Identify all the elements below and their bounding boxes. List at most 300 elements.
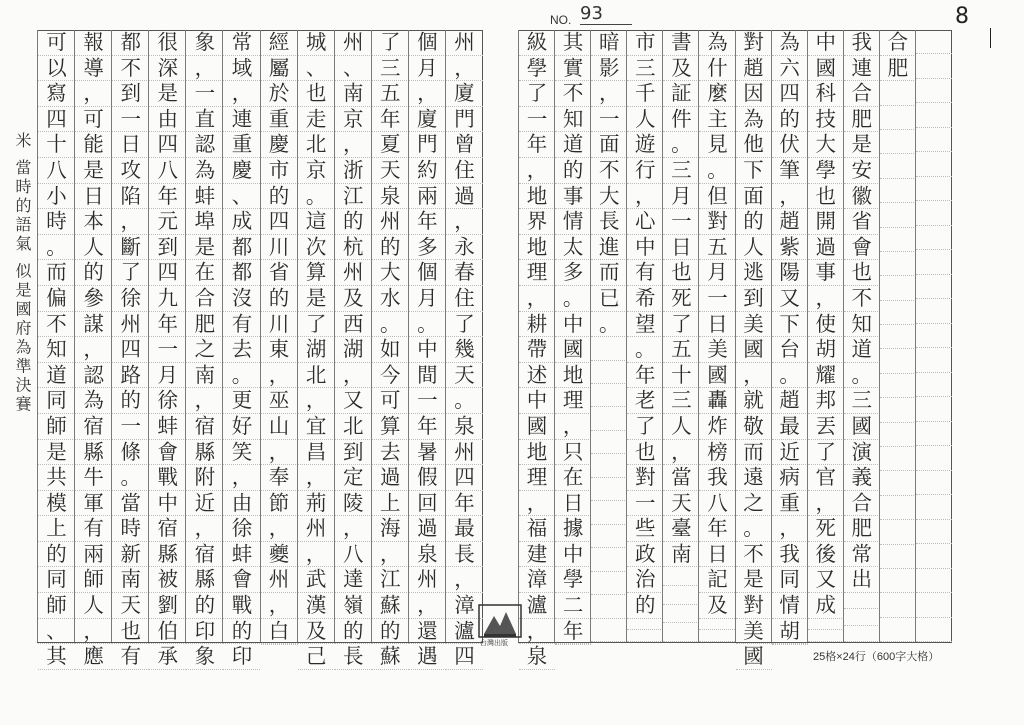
right-page-cell: 長: [591, 209, 627, 235]
left-page-cell: 也: [112, 619, 149, 645]
right-page-cell: 又: [772, 286, 808, 312]
left-page-cell: 本: [75, 209, 112, 235]
left-page-cell: 能: [75, 132, 112, 158]
left-page-cell: 宿: [186, 542, 223, 568]
left-page-cell: 象: [186, 644, 223, 670]
left-page-cell: 縣: [149, 542, 186, 568]
right-page-cell: 希: [627, 286, 663, 312]
left-page-cell: 。: [38, 235, 75, 261]
right-page-cell: ，: [736, 363, 772, 389]
left-page-cell: 京: [298, 158, 335, 184]
right-page-cell: [916, 348, 952, 372]
right-page-cell: 福: [519, 516, 555, 542]
right-page-cell: 暗: [591, 30, 627, 56]
left-page-cell: 而: [38, 260, 75, 286]
right-page-cell: ，: [519, 286, 555, 312]
right-page-cell: 五: [699, 235, 735, 261]
right-page-cell: [916, 422, 952, 446]
right-page-cell: 人: [663, 414, 699, 440]
left-page-cell: 時: [38, 209, 75, 235]
left-page-cell: 笑: [223, 440, 260, 466]
right-page-cell: 肥: [844, 516, 880, 542]
right-page-cell: 對: [699, 209, 735, 235]
right-page-cell: 國: [736, 337, 772, 363]
left-page-cell: 到: [112, 81, 149, 107]
left-page-cell: 參: [75, 286, 112, 312]
right-page-cell: 實: [555, 56, 591, 82]
left-page-cell: 了: [112, 260, 149, 286]
right-page-cell: 太: [555, 235, 591, 261]
right-page-cell: 件: [663, 107, 699, 133]
right-page-cell: 美: [699, 337, 735, 363]
right-page-cell: 國: [519, 414, 555, 440]
left-page-cell: 天: [372, 158, 409, 184]
right-page-cell: [916, 30, 952, 54]
right-page-cell: 行: [627, 158, 663, 184]
left-page-cell: 其: [38, 644, 75, 670]
right-page-cell: [880, 276, 916, 300]
right-page-cell: [591, 572, 627, 595]
right-page-cell: 八: [699, 491, 735, 517]
right-page-cell: [591, 407, 627, 430]
left-page-cell: 三: [372, 56, 409, 82]
left-page-cell: 泉: [446, 414, 483, 440]
left-page-cell: 人: [75, 593, 112, 619]
right-page-cell: [880, 471, 916, 495]
left-page-cell: 縣: [186, 567, 223, 593]
right-page-cell: 市: [627, 30, 663, 56]
left-page-cell: 新: [112, 542, 149, 568]
right-page-cell: 情: [555, 209, 591, 235]
left-page-cell: 京: [335, 107, 372, 133]
left-page-cell: 印: [186, 619, 223, 645]
left-page-cell: 四: [261, 209, 298, 235]
right-page-cell: 面: [591, 132, 627, 158]
right-page-cell: 趙: [736, 56, 772, 82]
left-page-cell: ，: [372, 542, 409, 568]
right-page-cell: 書: [663, 30, 699, 56]
left-page-cell: 蚌: [186, 184, 223, 210]
left-page-cell: 小: [38, 184, 75, 210]
right-page-cell: 什: [699, 56, 735, 82]
left-page-cell: 個: [409, 30, 446, 56]
right-page-cell: [627, 630, 663, 642]
right-page-cell: 理: [519, 260, 555, 286]
left-page-cell: [261, 644, 298, 645]
left-page-cell: 更: [223, 388, 260, 414]
right-page-cell: 瀘: [519, 593, 555, 619]
left-page-cell: 上: [38, 516, 75, 542]
left-page-cell: 四: [446, 644, 483, 670]
right-page-cell: 對: [736, 30, 772, 56]
right-page-cell: 紫: [772, 235, 808, 261]
right-page-cell: 據: [555, 516, 591, 542]
left-page-cell: 天: [446, 363, 483, 389]
right-page-cell: 肥: [880, 56, 916, 82]
right-page-cell: 。: [555, 286, 591, 312]
left-page-cell: 江: [372, 567, 409, 593]
right-page-cell: [916, 397, 952, 421]
right-page-cell: 了: [519, 81, 555, 107]
left-page-cell: 到: [335, 440, 372, 466]
right-page-cell: 也: [663, 260, 699, 286]
left-page-cell: 八: [38, 158, 75, 184]
left-page-cell: 湖: [298, 337, 335, 363]
left-page-cell: 約: [409, 158, 446, 184]
left-page-cell: 住: [446, 286, 483, 312]
left-page-cell: 慶: [223, 158, 260, 184]
left-page-cell: 去: [372, 440, 409, 466]
right-page-cell: 理: [519, 465, 555, 491]
right-page-cell: 述: [519, 363, 555, 389]
right-page-cell: 及: [699, 593, 735, 619]
right-page-cell: 了: [808, 440, 844, 466]
left-page-cell: 道: [38, 363, 75, 389]
left-page-cell: 四: [149, 132, 186, 158]
right-page-cell: [916, 569, 952, 593]
left-page-cell: 州: [335, 260, 372, 286]
left-page-cell: 為: [186, 158, 223, 184]
right-page-cell: [880, 228, 916, 252]
left-page-cell: 日: [112, 132, 149, 158]
right-page-cell: 只: [555, 440, 591, 466]
right-page-cell: ，: [808, 286, 844, 312]
left-page-cell: 達: [335, 567, 372, 593]
right-page-cell: 南: [663, 542, 699, 568]
left-page-cell: 春: [446, 260, 483, 286]
left-page-cell: ，: [298, 542, 335, 568]
left-page-cell: 杭: [335, 235, 372, 261]
right-page-cell: 胡: [808, 337, 844, 363]
right-page-cell: 多: [555, 260, 591, 286]
right-page-cell: 月: [699, 260, 735, 286]
left-page-cell: 寫: [38, 81, 75, 107]
left-page-cell: 徐: [223, 516, 260, 542]
left-page-cell: 。: [372, 312, 409, 338]
left-page-cell: 上: [372, 491, 409, 517]
right-page-cell: 耀: [808, 363, 844, 389]
left-page-cell: 了: [298, 312, 335, 338]
right-page-cell: 轟: [699, 388, 735, 414]
right-page-cell: 。: [736, 516, 772, 542]
right-page-cell: 過: [808, 235, 844, 261]
left-page-cell: 直: [186, 107, 223, 133]
left-page-cell: 浙: [335, 158, 372, 184]
left-page-cell: 四: [112, 337, 149, 363]
right-page-cell: ，: [519, 491, 555, 517]
right-page-cell: 遊: [627, 132, 663, 158]
right-page-cell: 國: [736, 644, 772, 670]
left-page-cell: 這: [298, 209, 335, 235]
right-page-cell: 連: [844, 56, 880, 82]
left-page-cell: 最: [446, 516, 483, 542]
left-page-cell: 可: [75, 107, 112, 133]
left-page-cell: 。: [223, 363, 260, 389]
right-page-cell: 地: [519, 440, 555, 466]
left-page-cell: 奉: [261, 465, 298, 491]
left-page-cell: 同: [38, 388, 75, 414]
left-page-cell: ，: [186, 388, 223, 414]
right-page-cell: 下: [736, 158, 772, 184]
right-page-cell: 技: [808, 107, 844, 133]
left-page-cell: 嶺: [335, 593, 372, 619]
left-page-cell: 北: [298, 132, 335, 158]
left-page-cell: ，: [223, 81, 260, 107]
right-page-cell: 出: [844, 567, 880, 593]
publisher-name: 台灣出版: [480, 640, 508, 647]
right-page-cell: 及: [663, 56, 699, 82]
left-page-cell: 夏: [372, 132, 409, 158]
left-page-cell: 的: [261, 184, 298, 210]
left-page-cell: 縣: [75, 440, 112, 466]
right-page-cell: 榜: [699, 440, 735, 466]
right-page-cell: ，: [808, 491, 844, 517]
left-page-cell: 州: [335, 30, 372, 56]
left-page-cell: 暑: [409, 440, 446, 466]
left-page-cell: 導: [75, 56, 112, 82]
left-page-cell: 好: [223, 414, 260, 440]
left-page-cell: 過: [446, 184, 483, 210]
left-page-cell: 泉: [372, 184, 409, 210]
right-page-cell: 知: [844, 312, 880, 338]
left-page-cell: 算: [372, 414, 409, 440]
right-page-cell: 演: [844, 440, 880, 466]
right-page-column: [518, 30, 555, 669]
left-page-cell: 過: [372, 465, 409, 491]
left-page-cell: 廈: [409, 107, 446, 133]
left-page-cell: 知: [38, 337, 75, 363]
right-page-cell: 我: [844, 30, 880, 56]
right-page-cell: [880, 618, 916, 642]
left-page-cell: ，: [223, 465, 260, 491]
left-page-cell: 泉: [409, 542, 446, 568]
right-page-cell: [699, 630, 735, 642]
left-page-cell: ，: [409, 81, 446, 107]
right-page-cell: 對: [736, 593, 772, 619]
left-page-cell: 以: [38, 56, 75, 82]
left-page-cell: 、: [298, 56, 335, 82]
left-page-cell: 連: [223, 107, 260, 133]
right-page-cell: 徽: [844, 184, 880, 210]
left-page-cell: 、: [223, 184, 260, 210]
right-page-cell: 國: [699, 363, 735, 389]
right-page-cell: [916, 544, 952, 568]
right-page-cell: [591, 525, 627, 548]
right-page-cell: [880, 374, 916, 398]
left-page-cell: 遇: [409, 644, 446, 670]
right-page-cell: 中: [808, 30, 844, 56]
left-page-column: [408, 30, 446, 669]
left-page-cell: 可: [372, 388, 409, 414]
left-page-cell: 認: [75, 363, 112, 389]
left-page-column: [260, 30, 298, 642]
right-page-cell: 也: [844, 260, 880, 286]
left-page-cell: 肥: [186, 312, 223, 338]
left-page-cell: 走: [298, 107, 335, 133]
left-page-cell: ，: [335, 132, 372, 158]
right-page-cell: 界: [519, 209, 555, 235]
right-page-cell: 學: [519, 56, 555, 82]
right-page-cell: 逃: [736, 260, 772, 286]
left-page-cell: 蘇: [372, 644, 409, 670]
right-page-cell: 了: [627, 414, 663, 440]
right-page-cell: 敬: [736, 414, 772, 440]
right-page-cell: 進: [591, 235, 627, 261]
right-page-cell: [916, 446, 952, 470]
left-page-cell: 埠: [186, 209, 223, 235]
right-page-cell: 安: [844, 158, 880, 184]
left-page-cell: 幾: [446, 337, 483, 363]
left-page-column: [37, 30, 75, 669]
right-page-cell: ，: [627, 184, 663, 210]
left-page-cell: 是: [149, 81, 186, 107]
right-page-cell: ，: [663, 440, 699, 466]
right-page-cell: [916, 618, 952, 642]
right-page-cell: 心: [627, 209, 663, 235]
right-page-cell: [916, 495, 952, 519]
left-page-cell: 都: [112, 30, 149, 56]
right-page-cell: 胡: [772, 619, 808, 645]
right-page-cell: 耕: [519, 312, 555, 338]
left-page-cell: 報: [75, 30, 112, 56]
right-page-cell: 就: [736, 388, 772, 414]
right-page-cell: 他: [736, 132, 772, 158]
left-page-cell: 及: [298, 619, 335, 645]
left-page-cell: 南: [112, 567, 149, 593]
right-page-cell: 因: [736, 81, 772, 107]
right-page-cell: 道: [555, 132, 591, 158]
right-page-cell: 道: [844, 337, 880, 363]
left-page-cell: 年: [409, 209, 446, 235]
right-page-cell: 二: [555, 593, 591, 619]
right-page-cell: [916, 201, 952, 225]
right-page-cell: 又: [808, 567, 844, 593]
margin-note: 米 當時的語氣 似是國府為準決賽: [13, 132, 32, 415]
right-page-cell: 為: [736, 107, 772, 133]
right-page-cell: [880, 130, 916, 154]
right-page-cell: 三: [663, 158, 699, 184]
right-page-cell: [916, 299, 952, 323]
right-page-cell: 常: [844, 542, 880, 568]
right-page-cell: 千: [627, 81, 663, 107]
right-page-cell: 三: [627, 56, 663, 82]
right-page-cell: 合: [880, 30, 916, 56]
left-page-cell: 都: [223, 260, 260, 286]
left-page-cell: 的: [75, 260, 112, 286]
left-page-cell: ，: [75, 619, 112, 645]
left-page-cell: 是: [186, 235, 223, 261]
left-page-cell: 應: [75, 644, 112, 670]
right-page-cell: 三: [663, 388, 699, 414]
right-page-cell: 學: [555, 567, 591, 593]
left-page-cell: 的: [261, 286, 298, 312]
left-page-cell: 八: [149, 158, 186, 184]
left-page-cell: 年: [446, 491, 483, 517]
right-page-cell: [591, 454, 627, 477]
right-page-cell: 的: [555, 158, 591, 184]
right-page-cell: [880, 398, 916, 422]
right-page-cell: 中: [555, 542, 591, 568]
left-page-cell: 是: [298, 286, 335, 312]
left-page-cell: 了: [446, 312, 483, 338]
right-page-cell: 會: [844, 235, 880, 261]
left-page-cell: 還: [409, 619, 446, 645]
left-page-cell: 印: [223, 644, 260, 670]
right-page-cell: [880, 447, 916, 471]
left-page-column: [297, 30, 335, 669]
right-page-cell: 年: [555, 619, 591, 645]
right-page-cell: [880, 520, 916, 544]
left-page-cell: 共: [38, 465, 75, 491]
right-page-cell: 的: [627, 593, 663, 619]
page-no-label: NO.: [550, 13, 572, 27]
left-page-cell: 過: [409, 516, 446, 542]
right-page-cell: 見: [699, 132, 735, 158]
right-page-cell: [808, 630, 844, 642]
right-page-cell: [880, 593, 916, 617]
right-page-cell: [880, 349, 916, 373]
left-page-cell: ，: [446, 209, 483, 235]
right-page-cell: 主: [699, 107, 735, 133]
right-page-cell: [880, 252, 916, 276]
left-page-cell: 斷: [112, 235, 149, 261]
left-page-cell: 夔: [261, 542, 298, 568]
right-page-cell: [880, 325, 916, 349]
right-page-cell: ，: [555, 414, 591, 440]
left-page-cell: 州: [112, 312, 149, 338]
left-page-cell: ，: [112, 209, 149, 235]
left-page-cell: 為: [75, 388, 112, 414]
right-page-cell: 不: [591, 158, 627, 184]
left-page-column: [222, 30, 260, 669]
left-page-cell: 一: [409, 388, 446, 414]
right-page-cell: 同: [772, 567, 808, 593]
left-page-cell: 縣: [186, 440, 223, 466]
left-page-cell: 的: [223, 619, 260, 645]
left-page-cell: 條: [112, 440, 149, 466]
right-page-cell: 泉: [519, 644, 555, 670]
left-page-cell: 陷: [112, 184, 149, 210]
left-page-column: [111, 30, 149, 669]
right-page-cell: [880, 496, 916, 520]
left-page-cell: 一: [112, 107, 149, 133]
left-page-cell: 大: [372, 260, 409, 286]
right-page-cell: [663, 586, 699, 605]
left-page-cell: 昌: [298, 440, 335, 466]
left-page-cell: 、: [38, 619, 75, 645]
left-page-cell: 模: [38, 491, 75, 517]
left-page-cell: 兩: [75, 542, 112, 568]
right-page-cell: 。: [663, 132, 699, 158]
left-page-cell: 蚌: [223, 542, 260, 568]
left-page-cell: 伯: [149, 619, 186, 645]
right-page-cell: 証: [663, 81, 699, 107]
left-page-cell: 、: [335, 56, 372, 82]
right-page-cell: 科: [808, 81, 844, 107]
right-page-cell: [880, 301, 916, 325]
right-page-cell: 治: [627, 567, 663, 593]
right-page-cell: 人: [736, 235, 772, 261]
left-page-cell: 屬: [261, 56, 298, 82]
right-page-cell: 為: [772, 30, 808, 56]
left-page-cell: 十: [38, 132, 75, 158]
right-page-cell: 老: [627, 388, 663, 414]
right-page-cell: [844, 626, 880, 642]
right-page-cell: 年: [519, 132, 555, 158]
left-page-cell: 定: [335, 465, 372, 491]
left-page-cell: 四: [446, 465, 483, 491]
left-page-cell: 的: [372, 235, 409, 261]
